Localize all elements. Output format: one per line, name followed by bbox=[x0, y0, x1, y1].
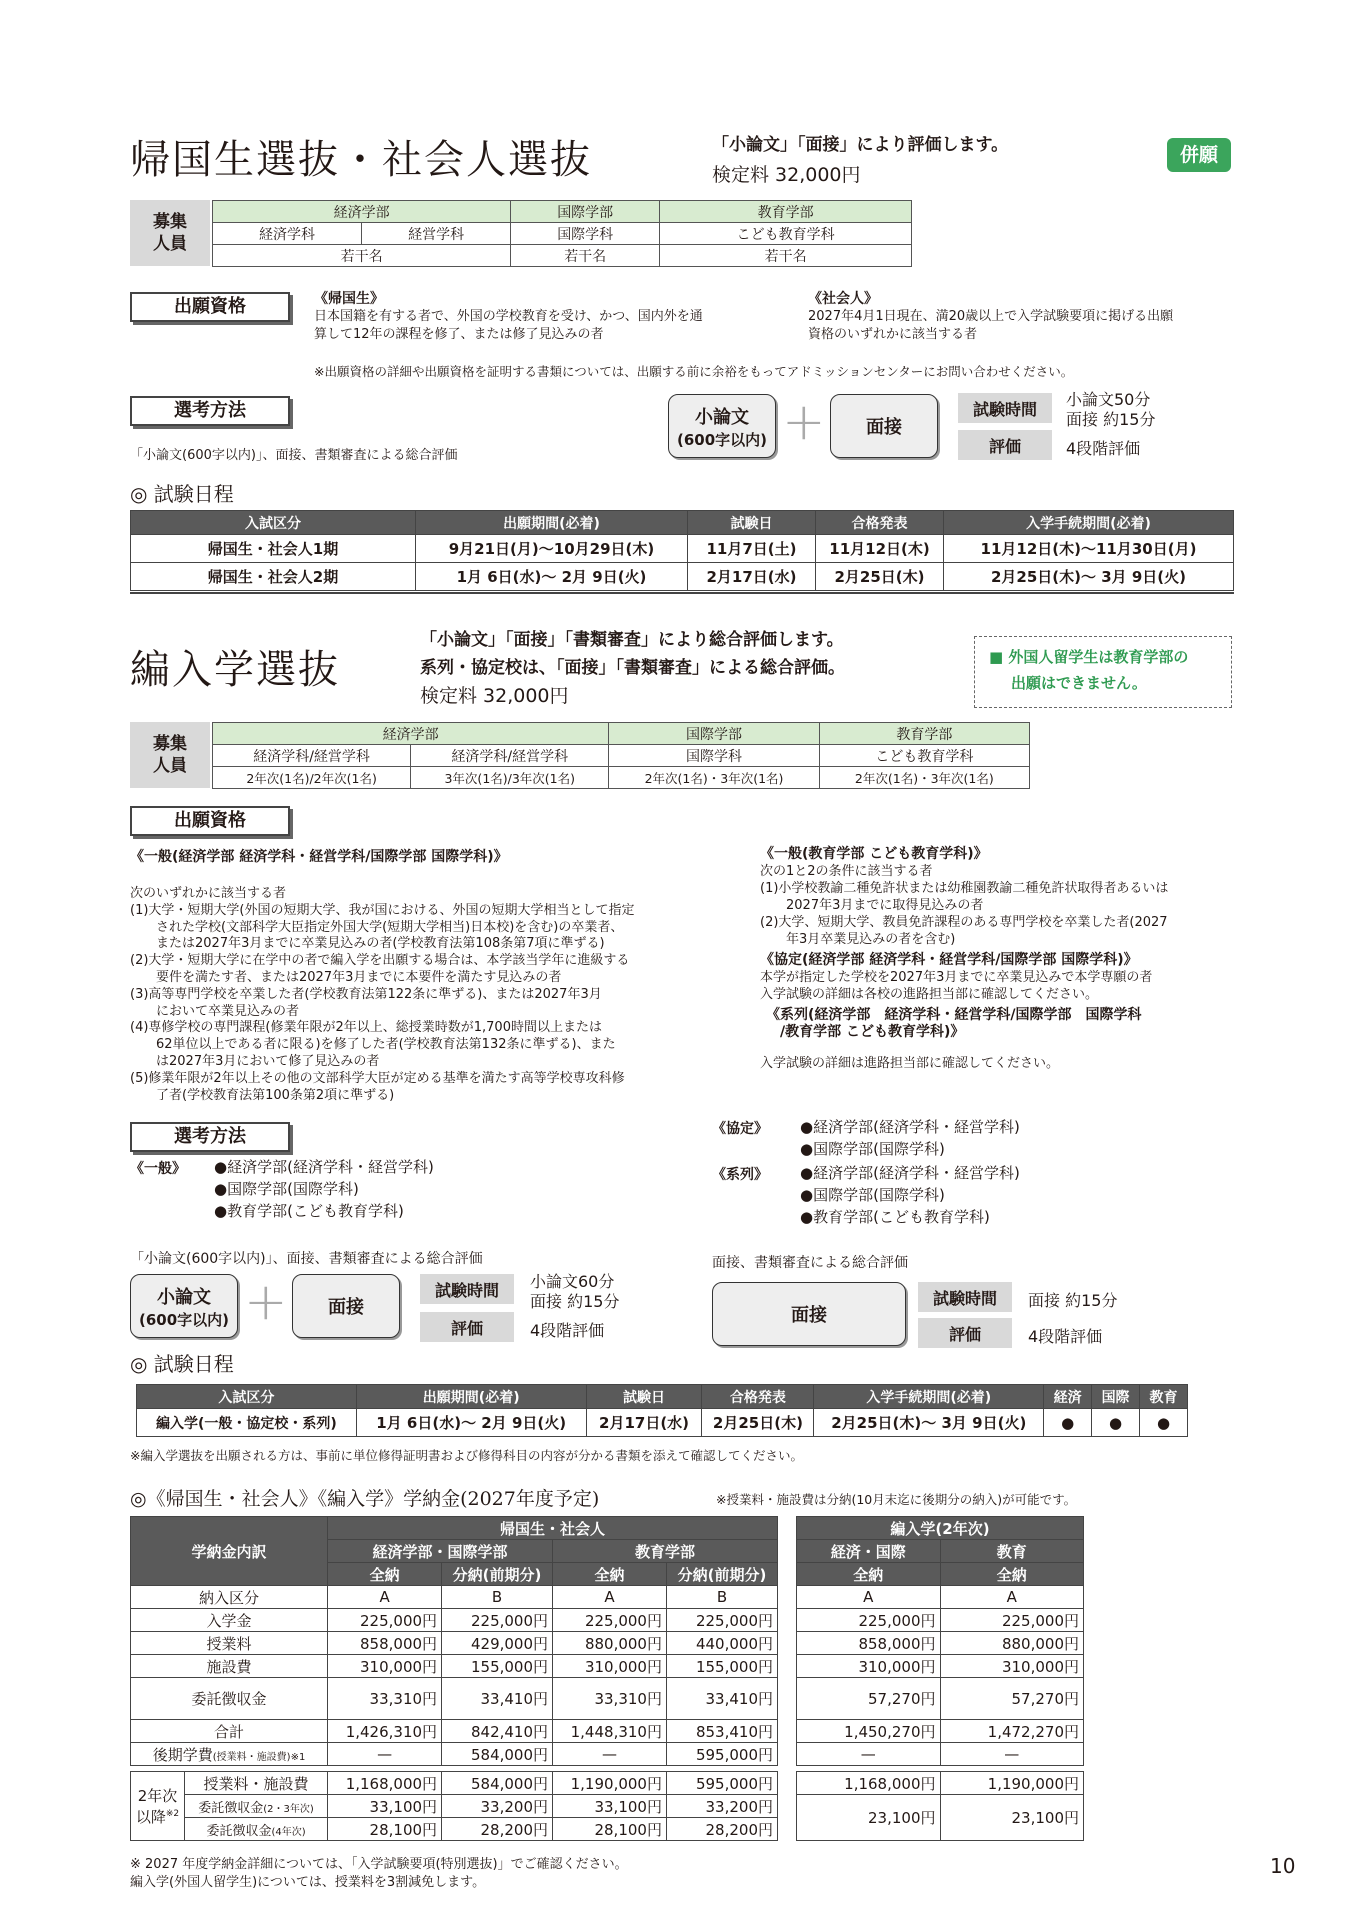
s2-left-desc: 「小論文(600字以内)」、面接、書類審査による総合評価 bbox=[130, 1251, 483, 1267]
s2-left-list: 次のいずれかに該当する者 (1)大学・短期大学(外国の短期大学、我が国における、外国の短期大学相当として指定 された学校(文部科学大臣指定外国大学(短期大学相当)日本校)を含む)の卒業者、 または2027年3月までに卒業見込みの者(学校教育法第108条第7項に準ずる) (2)大学・短期大学に在学中の者で編入学を出願する場合は、本学該当学年に進級する 要件を満たす者、または2027年3月までに本要件を満たす見込みの者 (3)高等専門学校を卒業した者(学校教育法第122条に準ずる)、または2027年3月 において卒業見込みの者 (4)専修学校の専門課程(修業年限が2年以上、総授業時数が1,700時間以上または 62単位以上である者に限る)を修了した者(学校教育法第132条に準ずる)、また は2027年3月において修了見込みの者 (5)修業年限が2年以上その他の文部科学大臣が定める基準を満たす高等学校専攻科修 了者(学校教育法第100条第2項に準ずる) bbox=[130, 886, 635, 1103]
fees-footnotes: ※ 2027 年度学納金詳細については、「入学試験要項(特別選抜)」でご確認ください。 編入学(外国人留学生)については、授業料を3割減免します。 bbox=[130, 1857, 628, 1890]
s2-ippan-list: ●経済学部(経済学科・経営学科) ●国際学部(国際学科) ●教育学部(こども教育学科) bbox=[214, 1158, 434, 1220]
heigan-badge: 併願 bbox=[1167, 138, 1231, 172]
s2-kyotei-label: 《協定》 bbox=[712, 1121, 768, 1137]
s2-right-list: 《一般(教育学部 こども教育学科)》 次の1と2の条件に該当する者 (1)小学校教諭二種免許状または幼稚園教諭二種免許状取得者あるいは 2027年3月までに取得見込みの者 (2)大学、短期大学、教員免許課程のある専門学校を卒業した者(2027 年3月卒業見込みの者を含む) 《協定(経済学部 経済学科・経営学科/国際学部 国際学科)》 本学が指定した学校を2027年3月までに卒業見込みで本学専願の者 入学試験の詳細は各校の進路担当部に確認してください。 《系列(経済学部 経済学科・経営学科/国際学部 国際学科 /教育学部 こども教育学科)》 入学試験の詳細は進路担当部に確認してください。 bbox=[760, 846, 1169, 1071]
s1-bosyu-label: 募集人員 bbox=[130, 200, 210, 266]
s2-left-heading: 《一般(経済学部 経済学科・経営学科/国際学部 国際学科)》 bbox=[130, 849, 508, 865]
fees-table-right: 編入学(2年次) 経済・国際 教育 全納 全納 A A 225,000円 225,000円 858,000円 880,000円 310,000円 310,000円 57,270円 57,270円 1,450,270円 1,472,270円 — — 1,168,000円 1,190,000円 23,100円 23,100円 bbox=[796, 1516, 1084, 1841]
s1-qualification-header: 出願資格 bbox=[130, 292, 290, 322]
s2-method-header: 選考方法 bbox=[130, 1122, 290, 1152]
s2-eval-text: 「小論文」「面接」「書類審査」により総合評価します。 系列・協定校は、「面接」「書類審査」による総合評価。 検定料 32,000円 bbox=[420, 630, 845, 707]
s2-qualification-header: 出願資格 bbox=[130, 806, 290, 836]
s1-qualification-note: ※出願資格の詳細や出願資格を証明する書類については、出願する前に余裕をもってアドミッションセンターにお問い合わせください。 bbox=[314, 364, 1074, 379]
s2-schedule-table: 入試区分 出願期間(必着) 試験日 合格発表 入学手続期間(必着) 経済 国際 教育 編入学(一般・協定校・系列) 1月 6日(水)〜 2月 9日(火) 2月17日(水) 2月25日(木) 2月25日(木)〜 3月 9日(火) ● ● ● bbox=[136, 1384, 1188, 1437]
s1-interview-box: 面接 bbox=[830, 394, 938, 458]
section2-title: 編入学選抜 bbox=[130, 647, 340, 693]
s2-time-label: 試験時間 bbox=[420, 1274, 514, 1304]
plus-icon: + bbox=[782, 392, 826, 452]
s2-keiretsu-list: ●経済学部(経済学科・経営学科) ●国際学部(国際学科) ●教育学部(こども教育学科) bbox=[800, 1164, 1020, 1226]
s1-eval-label: 評価 bbox=[958, 430, 1052, 460]
s2-eval-value: 4段階評価 bbox=[530, 1321, 605, 1340]
page-number: 10 bbox=[1270, 1854, 1296, 1878]
s1-schedule-title: ◎ 試験日程 bbox=[130, 482, 234, 506]
s2-essay-box: 小論文 (600字以内) bbox=[130, 1274, 238, 1338]
s2-right-time-value: 面接 約15分 bbox=[1028, 1291, 1118, 1310]
s2-right-desc: 面接、書類審査による総合評価 bbox=[712, 1255, 908, 1271]
s2-right-time-label: 試験時間 bbox=[918, 1282, 1012, 1312]
s1-quota-table: 経済学部 国際学部 教育学部 経済学科 経営学科 国際学科 こども教育学科 若干名 若干名 若干名 bbox=[212, 200, 912, 267]
s2-ippan-label: 《一般》 bbox=[130, 1161, 186, 1177]
divider bbox=[130, 592, 1234, 594]
s1-eval-value: 4段階評価 bbox=[1066, 439, 1141, 458]
s2-right-eval-label: 評価 bbox=[918, 1318, 1012, 1348]
s1-time-label: 試験時間 bbox=[958, 393, 1052, 423]
s2-eval-label: 評価 bbox=[420, 1312, 514, 1342]
s1-schedule-table: 入試区分 出願期間(必着) 試験日 合格発表 入学手続期間(必着) 帰国生・社会人1期 9月21日(月)〜10月29日(木) 11月7日(土) 11月12日(木) 11月12日(木)〜11月30日(月) 帰国生・社会人2期 1月 6日(水)〜 2月 9日(火) 2月17日(水) 2月25日(木) 2月25日(木)〜 3月 9日(火) bbox=[130, 510, 1234, 591]
s2-bosyu-label: 募集人員 bbox=[130, 722, 210, 788]
s2-time-values: 小論文60分 面接 約15分 bbox=[530, 1272, 620, 1311]
foreign-student-note: ■ 外国人留学生は教育学部の 出願はできません。 bbox=[974, 636, 1232, 708]
s1-kikoku-text: 《帰国生》 日本国籍を有する者で、外国の学校教育を受け、かつ、国内外を通 算して12年の課程を修了、または修了見込みの者 bbox=[314, 291, 703, 342]
s2-right-interview-box: 面接 bbox=[712, 1282, 906, 1346]
section1-title: 帰国生選抜・社会人選抜 bbox=[130, 137, 592, 183]
s2-interview-box: 面接 bbox=[292, 1274, 400, 1338]
s2-right-eval-value: 4段階評価 bbox=[1028, 1327, 1103, 1346]
s1-method-desc: 「小論文(600字以内)」、面接、書類審査による総合評価 bbox=[130, 448, 458, 463]
s1-eval-text: 「小論文」「面接」により評価します。 bbox=[712, 135, 1009, 155]
s1-time-values: 小論文50分 面接 約15分 bbox=[1066, 390, 1156, 429]
s1-shakai-text: 《社会人》 2027年4月1日現在、満20歳以上で入学試験要項に掲げる出願 資格のいずれかに該当する者 bbox=[808, 291, 1174, 342]
fees-table-left: 学納金内訳 帰国生・社会人 経済学部・国際学部 教育学部 全納 分納(前期分) 全納 分納(前期分) 納入区分 A B A B 入学金 225,000円 225,000円 225,000円 225,000円 授業料 858,000円 429,000円 880,000円 440,000円 施設費 310,000円 155,000円 310,000円 155,000円 委託徴収金 33,310円 33,410円 33,310円 33,410円 合計 1,426,310円 842,410円 1,448,310円 853,410円 後期学費(授業料・施設費)※1 — 584,000円 — 595,000円 2年次以降$^{※2}$ 授業料・施設費 1,168,000円 584,000円 1,190,000円 595,000円 委託徴収金(2・3年次) 33,100円 33,200円 33,100円 33,200円 委託徴収金(4年次) 28,100円 28,200円 28,100円 28,200円 bbox=[130, 1516, 778, 1841]
fees-title: ◎《帰国生・社会人》《編入学》学納金(2027年度予定) bbox=[130, 1488, 600, 1510]
s2-kyotei-list: ●経済学部(経済学科・経営学科) ●国際学部(国際学科) bbox=[800, 1118, 1020, 1158]
plus-icon: + bbox=[244, 1272, 288, 1332]
s1-method-header: 選考方法 bbox=[130, 396, 290, 426]
fees-note: ※授業料・施設費は分納(10月末迄に後期分の納入)が可能です。 bbox=[716, 1492, 1077, 1507]
s2-schedule-note: ※編入学選抜を出願される方は、事前に単位修得証明書および修得科目の内容が分かる書類を添えて確認してください。 bbox=[130, 1448, 803, 1463]
s1-fee-text: 検定料 32,000円 bbox=[712, 164, 861, 186]
s2-schedule-title: ◎ 試験日程 bbox=[130, 1352, 234, 1376]
s2-quota-table: 経済学部 国際学部 教育学部 経済学科/経営学科 経済学科/経営学科 国際学科 こども教育学科 2年次(1名)/2年次(1名) 3年次(1名)/3年次(1名) 2年次(1名)・3年次(1名) 2年次(1名)・3年次(1名) bbox=[212, 722, 1030, 789]
s1-essay-box: 小論文 (600字以内) bbox=[668, 394, 776, 458]
s2-keiretsu-label: 《系列》 bbox=[712, 1167, 768, 1183]
